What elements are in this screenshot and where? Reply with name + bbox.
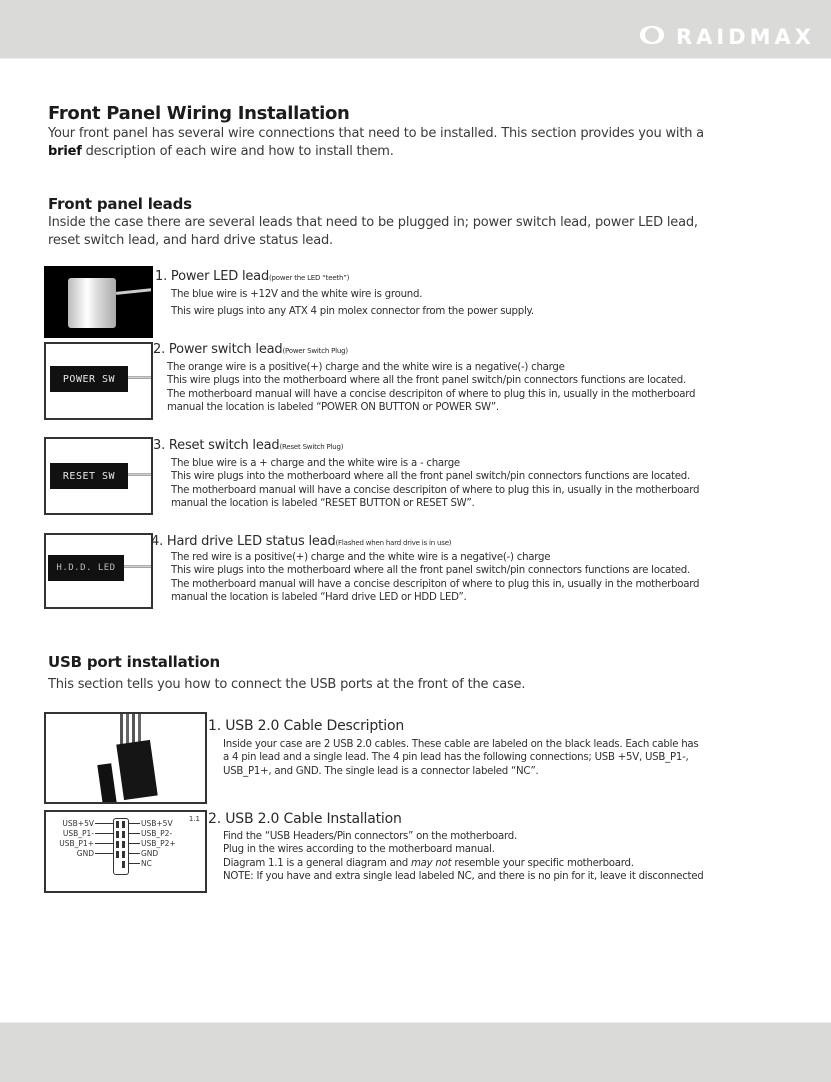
brand-logo [636,22,815,52]
section1-intro-line2: brief description of each wire and how to install them. [48,144,394,159]
lead-line [95,843,113,844]
raidmax-swirl-logo-icon [636,22,668,52]
pin-label: USB_P1+ [59,839,94,848]
pin-label: USB_P2- [141,829,173,838]
reset-sw-plug-image [44,437,153,515]
line: USB_P1+, and GND. The single lead is a connector labeled “NC”. [223,765,539,777]
plug-label: H.D.D. LED [48,555,124,581]
page-header [0,0,831,59]
line: The motherboard manual will have a concise descripiton of where to plug this in, usually in the motherboard [171,578,700,590]
brand-name: RAIDMAX [675,25,815,49]
wire [124,565,153,568]
intro-line1: Inside the case there are several leads that need to be plugged in; power switch lead, power LED lead, [48,215,698,230]
bold-word: brief [48,144,82,159]
line: manual the location is labeled “POWER ON BUTTON or POWER SW”. [167,402,499,414]
line: This wire plugs into the motherboard where all the front panel switch/pin connectors functions are located. [171,565,691,577]
line: manual the location is labeled “Hard drive LED or HDD LED”. [171,592,467,604]
wire [132,714,135,744]
line: The motherboard manual will have a concise descripiton of where to plug this in, usually in the motherboard [171,484,700,496]
line: This wire plugs into the motherboard where all the front panel switch/pin connectors functions are located. [167,375,687,387]
power-switch-lead-description [167,361,695,415]
line: The blue wire is a + charge and the white wire is a - charge [171,458,460,469]
pin-label: NC [141,859,152,868]
pin-label: GND [141,849,159,858]
line: Plug in the wires according to the motherboard manual. [223,844,495,856]
pin-header-icon [113,818,129,875]
power-switch-lead-title: 2. Power switch lead(Power Switch Plug) [153,342,348,357]
front-panel-leads-intro [48,214,828,250]
wire [120,714,123,744]
wire [138,714,141,744]
usb-intro: This section tells you how to connect the USB ports at the front of the case. [48,677,526,692]
line: Inside your case are 2 USB 2.0 cables. These cable are labeled on the black leads. Each cable has [223,739,699,750]
lead-line [95,833,113,834]
wire [128,376,153,379]
power-led-lead-description [171,288,534,319]
usb-port-installation-heading: USB port installation [48,653,221,671]
pin-diagram [46,812,205,891]
line: a 4 pin lead and a single lead. The 4 pin lead has the following connections; USB +5V, USB_P1-, [223,752,689,764]
line: manual the location is labeled “RESET BUTTON or RESET SW”. [171,498,475,510]
usb-header-pin-diagram [44,810,207,893]
pin-label: GND [76,849,94,858]
line: The motherboard manual will have a concise descripiton of where to plug this in, usually in the motherboard [167,388,696,400]
usb-cable-installation-title: 2. USB 2.0 Cable Installation [208,811,402,827]
page-title: Front Panel Wiring Installation [48,103,350,124]
wire [128,473,153,476]
right-pin-labels [141,819,176,869]
pin-label: USB+5V [62,819,94,828]
nc-single-lead [97,763,116,804]
section1-intro-line1: Your front panel has several wire connections that need to be installed. This section provides you with a [48,126,704,141]
line: NOTE: If you have and extra single lead labeled NC, and there is no pin for it, leave it disconnected [223,871,704,883]
molex-body [68,278,116,328]
lead-line [128,853,140,854]
hdd-led-plug-image [44,533,153,609]
line: Find the “USB Headers/Pin connectors” on the motherboard. [223,831,517,842]
pin-label: USB_P2+ [141,839,176,848]
pin-label: USB+5V [141,819,173,828]
usb-cable-installation-text [223,830,704,884]
wire [126,714,129,744]
line: The orange wire is a positive(+) charge and the white wire is a negative(-) charge [167,362,565,373]
lead-line [128,863,140,864]
line: This wire plugs into any ATX 4 pin molex connector from the power supply. [171,306,534,318]
line: The blue wire is +12V and the white wire is ground. [171,289,423,300]
hdd-led-lead-description [171,551,699,605]
page-footer [0,1022,831,1082]
lead-line [95,853,113,854]
left-pin-labels [50,819,94,859]
lead-line [95,823,113,824]
diagram-label: 1.1 [188,815,200,823]
usb-cable-description-title: 1. USB 2.0 Cable Description [208,718,405,734]
plug-label: RESET SW [50,463,128,489]
lead-line [128,823,140,824]
power-led-lead-title: 1. Power LED lead(power the LED “teeth”) [155,269,350,284]
usb-cable-image [44,712,207,804]
molex-connector-image [44,266,153,338]
usb-cable-description-text [223,738,698,778]
reset-switch-lead-title: 3. Reset switch lead(Reset Switch Plug) [153,438,344,453]
pin-label: USB_P1- [62,829,94,838]
lead-line [128,843,140,844]
plug-label: POWER SW [50,366,128,392]
lead-line [128,833,140,834]
front-panel-leads-heading: Front panel leads [48,195,192,213]
wire [116,288,152,295]
section1-intro [48,125,828,161]
line: This wire plugs into the motherboard where all the front panel switch/pin connectors functions are located. [171,471,691,483]
power-sw-plug-image [44,342,153,420]
hdd-led-lead-title: 4. Hard drive LED status lead(Flashed when hard drive is in use) [151,534,452,549]
usb-4pin-lead [116,740,157,800]
reset-switch-lead-description [171,457,699,511]
line: The red wire is a positive(+) charge and the white wire is a negative(-) charge [171,552,551,563]
line: Diagram 1.1 is a general diagram and may not resemble your specific motherboard. [223,857,634,869]
intro-line2: reset switch lead, and hard drive status lead. [48,233,333,248]
